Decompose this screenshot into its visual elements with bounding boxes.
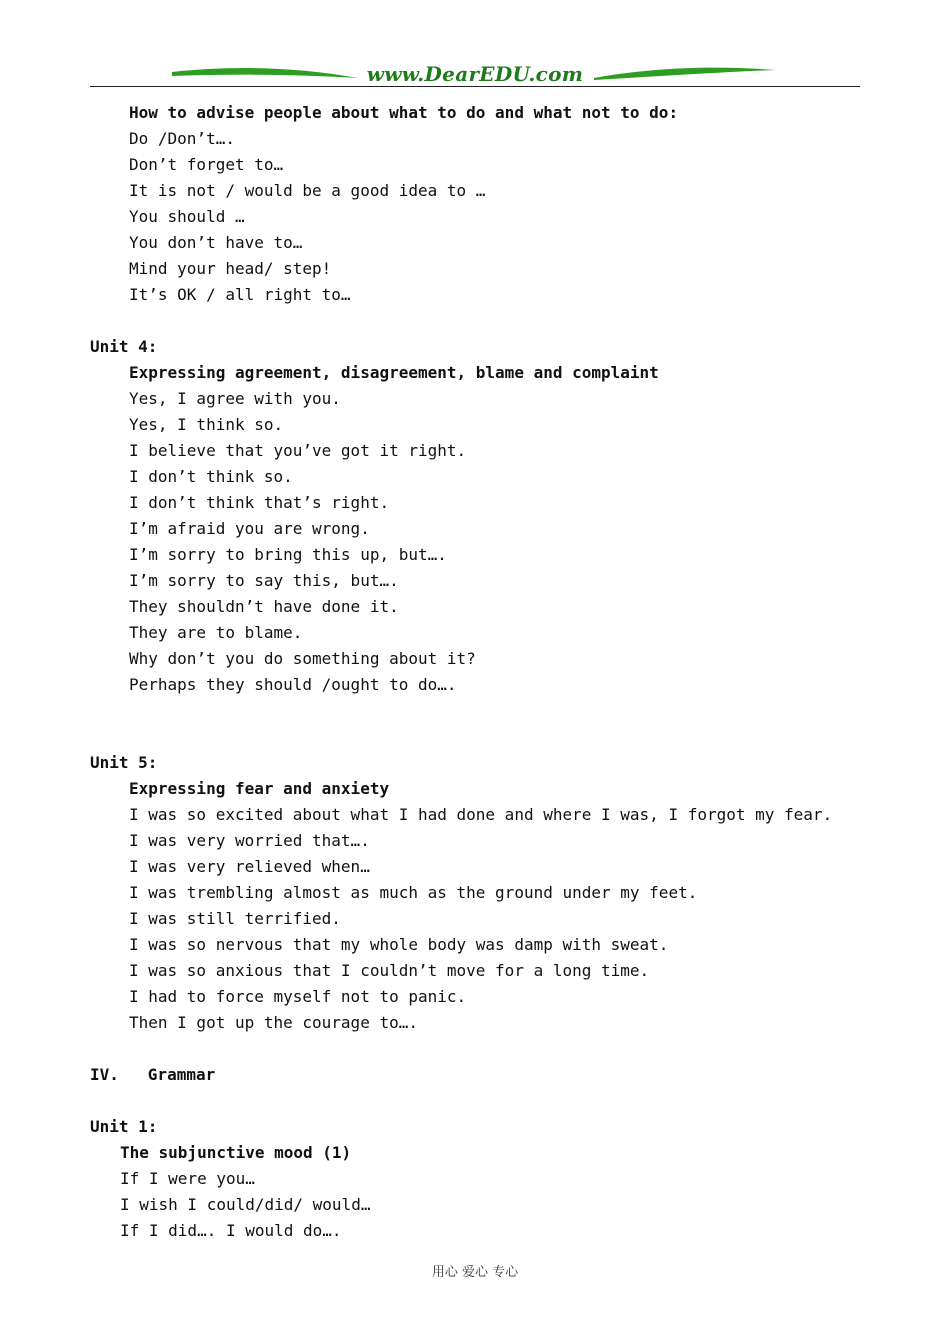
green-swoosh-icon: [592, 64, 778, 84]
phrase-line: It’s OK / all right to…: [129, 285, 351, 304]
phrase-line: I wish I could/did/ would…: [120, 1195, 371, 1214]
phrase-line: Do /Don’t….: [129, 129, 235, 148]
phrase-line: Yes, I agree with you.: [129, 389, 341, 408]
section-heading: Unit 4:: [90, 337, 158, 356]
phrase-line: Why don’t you do something about it?: [129, 649, 476, 668]
phrase-line: Mind your head/ step!: [129, 259, 332, 278]
section-heading: Unit 5:: [90, 753, 158, 772]
phrase-line: They are to blame.: [129, 623, 303, 642]
phrase-line: Yes, I think so.: [129, 415, 284, 434]
section-heading: Expressing fear and anxiety: [129, 779, 390, 798]
phrase-line: I don’t think that’s right.: [129, 493, 390, 512]
phrase-line: I was so anxious that I couldn’t move for a long time.: [129, 961, 650, 980]
section-heading: How to advise people about what to do and what not to do:: [129, 103, 679, 122]
phrase-line: I had to force myself not to panic.: [129, 987, 467, 1006]
page-footer: 用心 爱心 专心: [431, 1265, 519, 1280]
phrase-line: I believe that you’ve got it right.: [129, 441, 467, 460]
phrase-line: I don’t think so.: [129, 467, 293, 486]
site-logo: www.DearEDU.com: [366, 62, 584, 86]
section-heading: Expressing agreement, disagreement, blame and complaint: [129, 363, 659, 382]
phrase-line: I’m sorry to bring this up, but….: [129, 545, 447, 564]
phrase-line: I was very worried that….: [129, 831, 370, 850]
section-heading: IV. Grammar: [90, 1065, 216, 1084]
phrase-line: I was trembling almost as much as the ground under my feet.: [129, 883, 698, 902]
phrase-line: Don’t forget to…: [129, 155, 284, 174]
phrase-line: I’m sorry to say this, but….: [129, 571, 399, 590]
page-header: [0, 0, 950, 100]
phrase-line: Then I got up the courage to….: [129, 1013, 418, 1032]
phrase-line: I was very relieved when…: [129, 857, 370, 876]
section-heading: The subjunctive mood (1): [120, 1143, 352, 1162]
phrase-line: They shouldn’t have done it.: [129, 597, 399, 616]
section-heading: Unit 1:: [90, 1117, 158, 1136]
phrase-line: You should …: [129, 207, 245, 226]
phrase-line: I was so excited about what I had done and where I was, I forgot my fear.: [129, 805, 833, 824]
phrase-line: If I did…. I would do….: [120, 1221, 342, 1240]
phrase-line: I was still terrified.: [129, 909, 341, 928]
phrase-line: If I were you…: [120, 1169, 255, 1188]
phrase-line: I was so nervous that my whole body was damp with sweat.: [129, 935, 669, 954]
phrase-line: I’m afraid you are wrong.: [129, 519, 370, 538]
phrase-line: Perhaps they should /ought to do….: [129, 675, 457, 694]
green-swoosh-icon: [170, 64, 360, 84]
header-rule: [90, 86, 860, 87]
phrase-line: It is not / would be a good idea to …: [129, 181, 486, 200]
phrase-line: You don’t have to…: [129, 233, 303, 252]
